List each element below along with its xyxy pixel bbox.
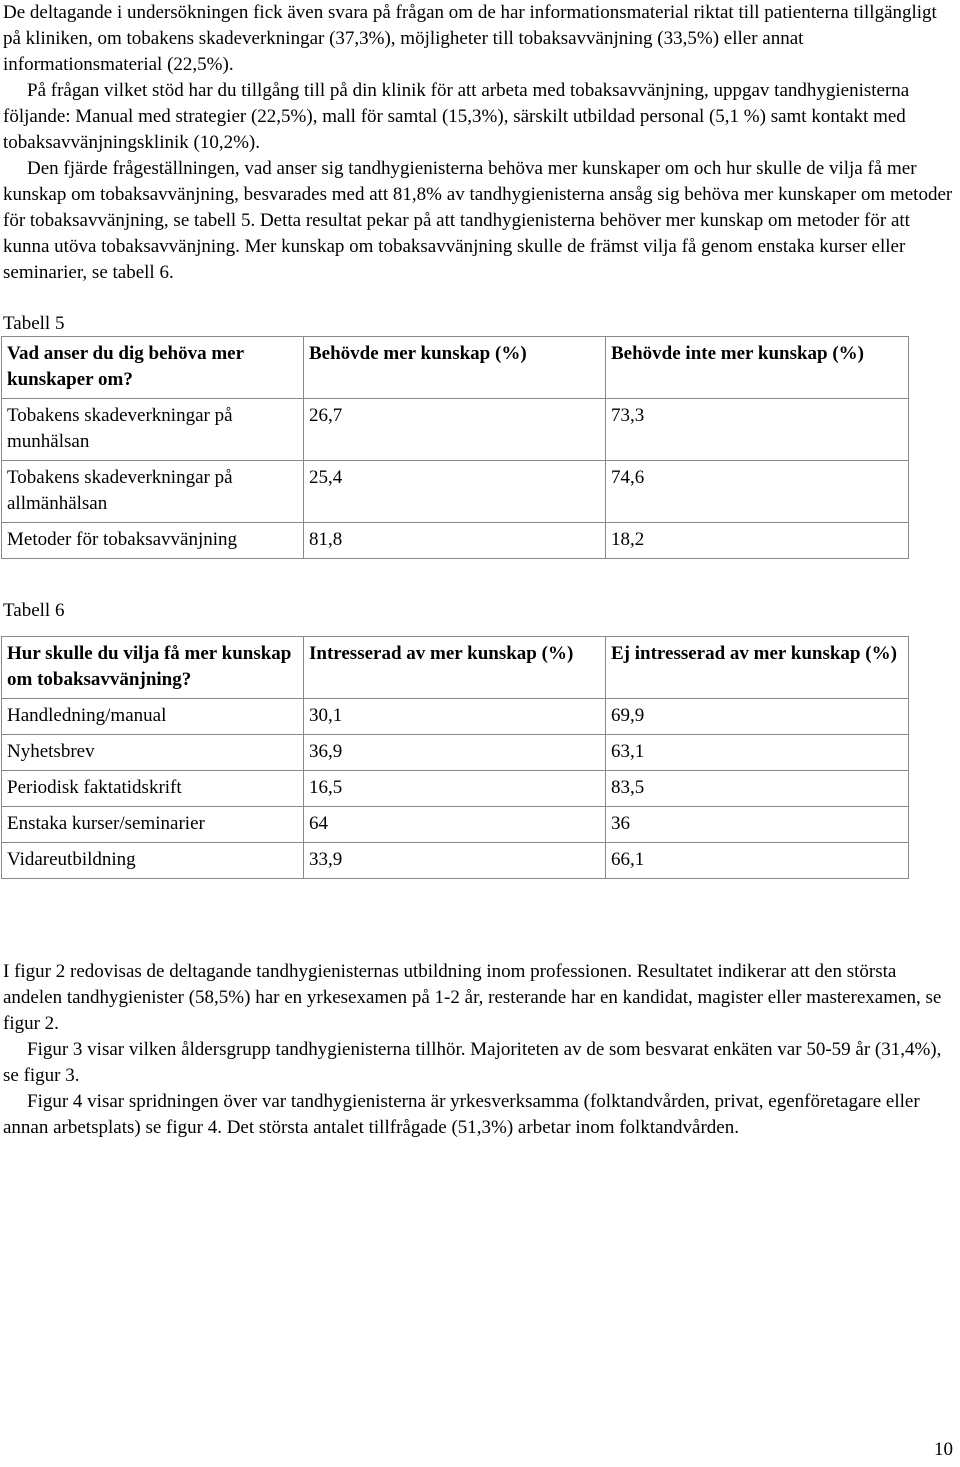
table6-cell: Vidareutbildning xyxy=(2,843,304,879)
table5-caption: Tabell 5 xyxy=(3,313,65,334)
paragraph-1: De deltagande i undersökningen fick även svara på frågan om de har informationsmaterial riktat till patienterna tillgängligt på kliniken, om tobakens skadeverkningar (37,3%), möjligheter till tobaksavvänjning (33,5%) eller annat informationsmaterial (22,5%). xyxy=(3,2,937,75)
table6-cell: Enstaka kurser/seminarier xyxy=(2,807,304,843)
table-row xyxy=(2,843,909,879)
table5-header-cell: Behövde mer kunskap (%) xyxy=(304,337,606,399)
table-row xyxy=(2,771,909,807)
paragraph-2: På frågan vilket stöd har du tillgång till på din klinik för att arbeta med tobaksavvänjning, uppgav tandhygienisterna följande: Manual med strategier (22,5%), mall för samtal (15,3%), särskilt utbildad personal (5,1 %) samt kontakt med tobaksavvänjningsklinik (10,2%). xyxy=(3,80,910,153)
table6 xyxy=(1,636,909,879)
table6-cell: 16,5 xyxy=(304,771,606,807)
table6-cell: 64 xyxy=(304,807,606,843)
table6-header-row xyxy=(2,637,909,699)
table6-cell: Handledning/manual xyxy=(2,699,304,735)
table6-cell: 83,5 xyxy=(606,771,909,807)
table6-cell: 69,9 xyxy=(606,699,909,735)
page-number: 10 xyxy=(934,1439,953,1460)
table-row xyxy=(2,399,909,461)
table5-cell: Tobakens skadeverkningar på munhälsan xyxy=(2,399,304,461)
table-row xyxy=(2,461,909,523)
paragraph-4: I figur 2 redovisas de deltagande tandhygienisternas utbildning inom professionen. Resultatet indikerar att den största andelen tandhygienister (58,5%) har en yrkesexamen på 1-2 år, resterande har en kandidat, magister eller masterexamen, se figur 2. xyxy=(3,961,942,1034)
table6-cell: 63,1 xyxy=(606,735,909,771)
table5-cell: 73,3 xyxy=(606,399,909,461)
table-row xyxy=(2,699,909,735)
table-row xyxy=(2,807,909,843)
table6-cell: Periodisk faktatidskrift xyxy=(2,771,304,807)
table5-cell: 25,4 xyxy=(304,461,606,523)
paragraph-6: Figur 4 visar spridningen över var tandhygienisterna är yrkesverksamma (folktandvården, privat, egenföretagare eller annan arbetsplats) se figur 4. Det största antalet tillfrågade (51,3%) arbetar inom folktandvården. xyxy=(3,1091,920,1138)
table5-cell: 26,7 xyxy=(304,399,606,461)
table5-cell: 81,8 xyxy=(304,523,606,559)
results-text xyxy=(3,959,955,1141)
table5-header-cell: Behövde inte mer kunskap (%) xyxy=(606,337,909,399)
table-row xyxy=(2,523,909,559)
paragraph-5: Figur 3 visar vilken åldersgrupp tandhygienisterna tillhör. Majoriteten av de som besvarat enkäten var 50-59 år (31,4%), se figur 3. xyxy=(3,1039,942,1086)
table5-cell: 74,6 xyxy=(606,461,909,523)
paragraph-3: Den fjärde frågeställningen, vad anser sig tandhygienisterna behöva mer kunskaper om och hur skulle de vilja få mer kunskap om tobaksavvänjning, besvarades med att 81,8% av tandhygienisterna ansåg sig behöva mer kunskaper om metoder för tobaksavvänjning, se tabell 5. Detta resultat pekar på att tandhygienisterna behöver mer kunskap om metoder för att kunna utöva tobaksavvänjning. Mer kunskap om tobaksavvänjning skulle de främst vilja få genom enstaka kurser eller seminarier, se tabell 6. xyxy=(3,158,953,283)
table5-cell: 18,2 xyxy=(606,523,909,559)
table6-header-cell: Hur skulle du vilja få mer kunskap om tobaksavvänjning? xyxy=(2,637,304,699)
table6-cell: Nyhetsbrev xyxy=(2,735,304,771)
table6-cell: 33,9 xyxy=(304,843,606,879)
table6-cell: 36 xyxy=(606,807,909,843)
table6-caption: Tabell 6 xyxy=(3,600,65,621)
table5 xyxy=(1,336,909,559)
table6-header-cell: Intresserad av mer kunskap (%) xyxy=(304,637,606,699)
table6-cell: 66,1 xyxy=(606,843,909,879)
table5-cell: Metoder för tobaksavvänjning xyxy=(2,523,304,559)
table6-header-cell: Ej intresserad av mer kunskap (%) xyxy=(606,637,909,699)
table5-header-row xyxy=(2,337,909,399)
table5-header-cell: Vad anser du dig behöva mer kunskaper om? xyxy=(2,337,304,399)
table-row xyxy=(2,735,909,771)
table6-cell: 36,9 xyxy=(304,735,606,771)
table6-cell: 30,1 xyxy=(304,699,606,735)
table5-cell: Tobakens skadeverkningar på allmänhälsan xyxy=(2,461,304,523)
intro-text xyxy=(3,0,955,286)
